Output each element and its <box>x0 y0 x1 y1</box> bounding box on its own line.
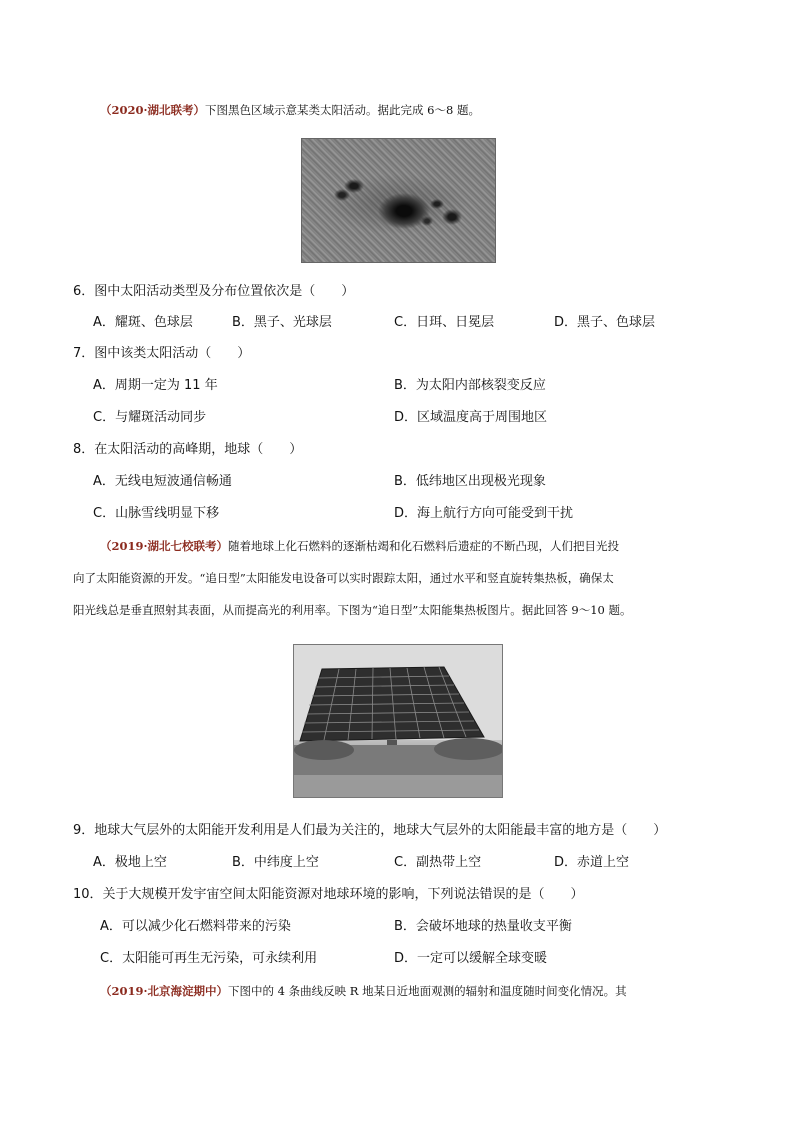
q6-option-c[interactable]: C．日珥、日冕层 <box>394 315 495 330</box>
q9-stem: 9．地球大气层外的太阳能开发利用是人们最为关注的，地球大气层外的太阳能最丰富的地方是（ ） <box>73 823 667 838</box>
q6-stem: 6．图中太阳活动类型及分布位置依次是（ ） <box>73 284 355 299</box>
q7-stem: 7．图中该类太阳活动（ ） <box>73 346 251 361</box>
q10-option-c[interactable]: C．太阳能可再生无污染，可永续利用 <box>100 951 318 966</box>
q8-option-d[interactable]: D．海上航行方向可能受到干扰 <box>394 506 574 521</box>
q9-option-c[interactable]: C．副热带上空 <box>394 855 482 870</box>
q7-option-b[interactable]: B．为太阳内部核裂变反应 <box>394 378 546 393</box>
section1-source: （2020·湖北联考） <box>100 103 206 117</box>
q8-option-c[interactable]: C．山脉雪线明显下移 <box>93 506 220 521</box>
q6-option-b[interactable]: B．黑子、光球层 <box>232 315 332 330</box>
section3-heading <box>100 982 627 1000</box>
q10-stem: 10．关于大规模开发宇宙空间太阳能资源对地球环境的影响，下列说法错误的是（ ） <box>73 887 584 902</box>
q7-option-c[interactable]: C．与耀斑活动同步 <box>93 410 207 425</box>
q9-option-d[interactable]: D．赤道上空 <box>554 855 630 870</box>
q8-stem: 8．在太阳活动的高峰期，地球（ ） <box>73 442 303 457</box>
section1-intro: 下图黑色区域示意某类太阳活动。据此完成 6～8 题。 <box>205 103 480 117</box>
solar-tracker-photo <box>293 644 503 798</box>
section1-heading <box>100 101 480 119</box>
q8-option-a[interactable]: A．无线电短波通信畅通 <box>93 474 232 489</box>
q9-option-a[interactable]: A．极地上空 <box>93 855 167 870</box>
q10-option-a[interactable]: A．可以减少化石燃料带来的污染 <box>100 919 291 934</box>
section2-intro-line2: 向了太阳能资源的开发。“追日型”太阳能发电设备可以实时跟踪太阳，通过水平和竖直旋转集热板，确保太 <box>73 571 614 585</box>
section2-intro-line1: 随着地球上化石燃料的逐渐枯竭和化石燃料后遗症的不断凸现，人们把目光投 <box>228 539 620 553</box>
section3-source: （2019·北京海淀期中） <box>100 984 229 998</box>
q8-option-b[interactable]: B．低纬地区出现极光现象 <box>394 474 546 489</box>
q10-option-d[interactable]: D．一定可以缓解全球变暖 <box>394 951 548 966</box>
q7-option-a[interactable]: A．周期一定为 11 年 <box>93 378 218 393</box>
q6-option-a[interactable]: A．耀斑、色球层 <box>93 315 193 330</box>
q7-option-d[interactable]: D．区域温度高于周围地区 <box>394 410 548 425</box>
section2-heading <box>100 537 619 555</box>
q10-option-b[interactable]: B．会破坏地球的热量收支平衡 <box>394 919 572 934</box>
sunspot-photo <box>301 138 496 263</box>
section3-intro: 下图中的 4 条曲线反映 R 地某日近地面观测的辐射和温度随时间变化情况。其 <box>228 984 627 998</box>
q6-option-d[interactable]: D．黑子、色球层 <box>554 315 656 330</box>
q9-option-b[interactable]: B．中纬度上空 <box>232 855 319 870</box>
section2-intro-line3: 阳光线总是垂直照射其表面，从而提高光的利用率。下图为“追日型”太阳能集热板图片。据此回答 9～10 题。 <box>73 603 632 617</box>
section2-source: （2019·湖北七校联考） <box>100 539 229 553</box>
